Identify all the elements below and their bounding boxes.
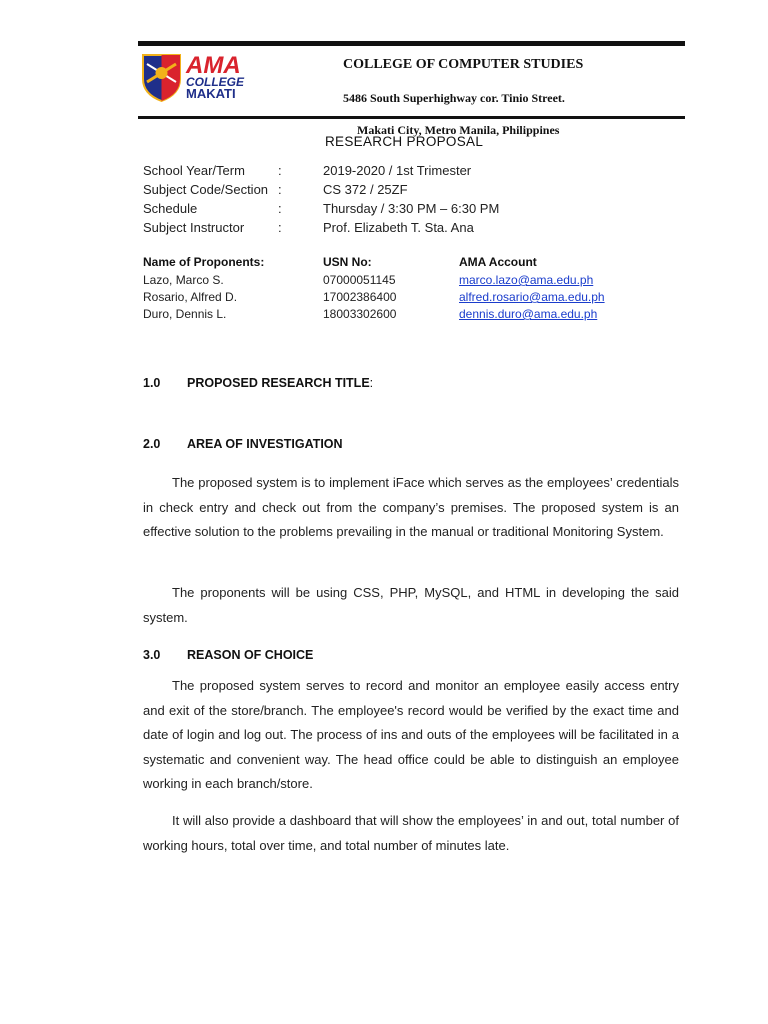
meta-value: Thursday / 3:30 PM – 6:30 PM xyxy=(323,201,500,216)
logo-line1-text: COLLEGE xyxy=(186,75,245,89)
proponent-email-link[interactable]: alfred.rosario@ama.edu.ph xyxy=(459,290,605,304)
section-number: 2.0 xyxy=(143,437,161,451)
proponents-account-header: AMA Account xyxy=(459,255,537,269)
section-title-text: PROPOSED RESEARCH TITLE xyxy=(187,376,370,390)
section-title-text: AREA OF INVESTIGATION xyxy=(187,437,343,451)
ama-college-makati-logo xyxy=(140,52,270,102)
proponent-name: Rosario, Alfred D. xyxy=(143,290,238,304)
meta-value: 2019-2020 / 1st Trimester xyxy=(323,163,472,178)
proponent-usn: 18003302600 xyxy=(323,307,397,321)
meta-label: School Year/Term xyxy=(143,163,245,178)
shield-emblem-icon xyxy=(143,55,180,101)
address-line-1: 5486 South Superhighway cor. Tinio Street. xyxy=(343,91,565,105)
meta-colon: : xyxy=(278,163,282,178)
meta-colon: : xyxy=(278,201,282,216)
section-title-colon: : xyxy=(369,376,374,390)
address-line-2: Makati City, Metro Manila, Philippines xyxy=(357,123,560,137)
meta-value: CS 372 / 25ZF xyxy=(323,182,408,197)
proponent-email-link[interactable]: dennis.duro@ama.edu.ph xyxy=(459,307,598,321)
section-number: 1.0 xyxy=(143,376,161,390)
meta-colon: : xyxy=(278,182,282,197)
section-title xyxy=(187,376,373,390)
meta-colon: : xyxy=(278,220,282,235)
proponent-email-link[interactable]: marco.lazo@ama.edu.ph xyxy=(459,273,594,287)
college-name: COLLEGE OF COMPUTER STUDIES xyxy=(343,57,584,72)
meta-label: Subject Code/Section xyxy=(143,182,269,197)
meta-value: Prof. Elizabeth T. Sta. Ana xyxy=(323,220,474,235)
proponent-usn: 07000051145 xyxy=(323,273,396,287)
proponents-name-header: Name of Proponents: xyxy=(143,255,265,269)
meta-label: Subject Instructor xyxy=(143,220,245,235)
meta-label: Schedule xyxy=(143,201,198,216)
logo-line2-text: MAKATI xyxy=(186,86,236,101)
document-title: RESEARCH PROPOSAL xyxy=(325,134,484,149)
paragraph-reason-1: The proposed system serves to record and monitor an employee easily access entry and exit of the store/branch. The employee's record would be verified by the exact time and date of login and log out. The process of ins and outs of the employees will be facilitated in a systematic and convenient way. The head office could be able to distinguish an employee working in each branch/store. xyxy=(143,678,679,791)
paragraph-area-1: The proposed system is to implement iFace which serves as the employees’ credentials in check entry and check out from the company’s premises. The proposed system is an effective solution to the problems prevailing in the manual or traditional Monitoring System. xyxy=(143,475,679,539)
logo-mark-text: AMA xyxy=(186,52,241,79)
proponent-name: Duro, Dennis L. xyxy=(143,307,227,321)
paragraph-area-2: The proponents will be using CSS, PHP, MySQL, and HTML in developing the said system. xyxy=(143,585,679,625)
section-number: 3.0 xyxy=(143,648,161,662)
proponent-name: Lazo, Marco S. xyxy=(143,273,224,287)
paragraph-reason-2: It will also provide a dashboard that will show the employees’ in and out, total number of working hours, total over time, and total number of minutes late. xyxy=(143,813,679,853)
header-top-rule xyxy=(138,41,685,46)
proponent-usn: 17002386400 xyxy=(323,290,397,304)
section-title-text: REASON OF CHOICE xyxy=(187,648,314,662)
proponents-usn-header: USN No: xyxy=(323,255,372,269)
header-bottom-rule xyxy=(138,116,685,119)
